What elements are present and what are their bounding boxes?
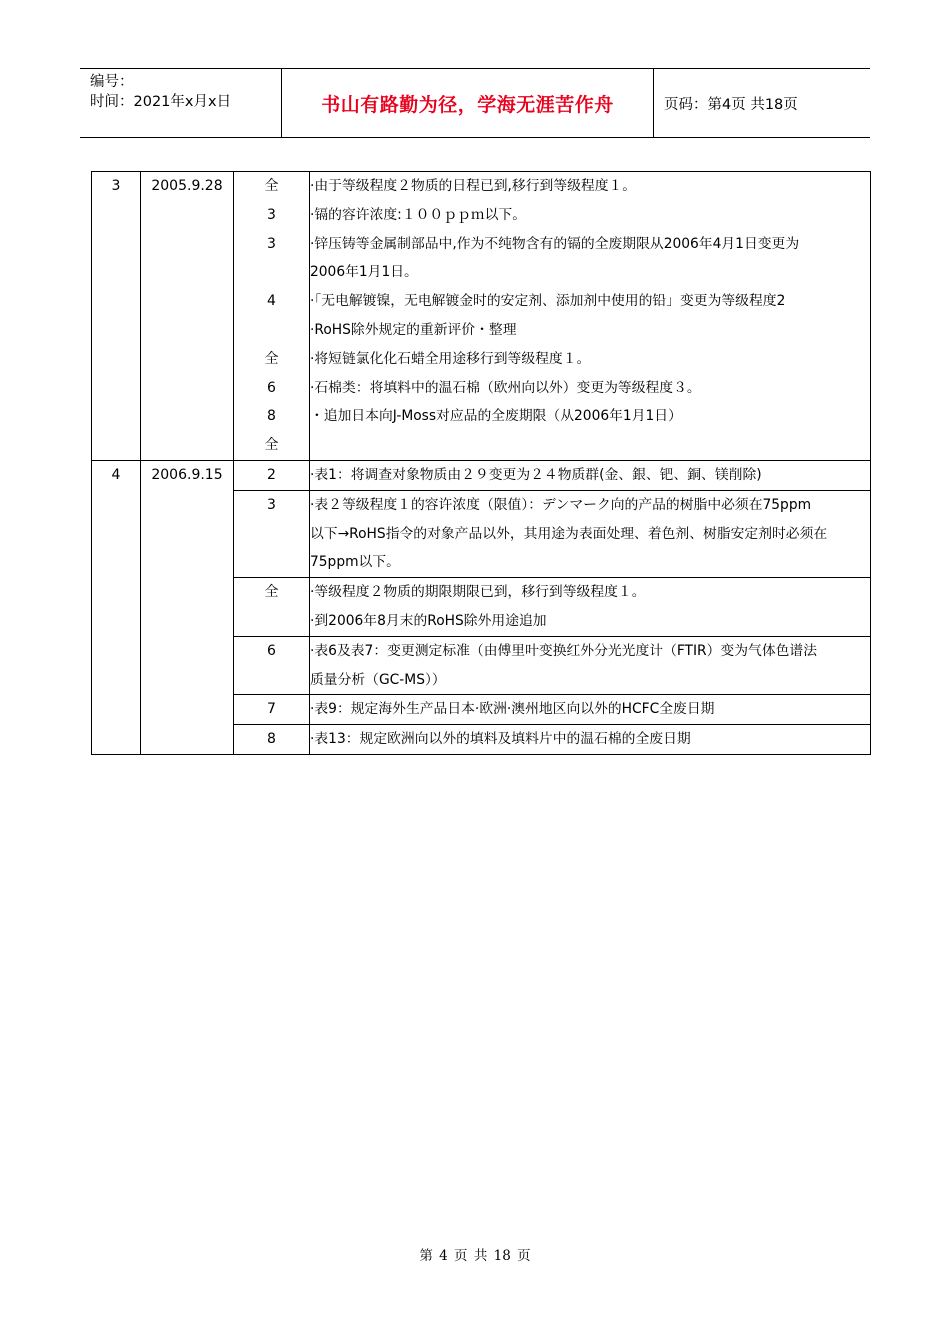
change-line: ·表6及表7：变更测定标准（由傅里叶变换红外分光光度计（FTIR）变为气体色谱法 [310,642,818,659]
revision-table [91,171,871,755]
page-ref: 3 [267,206,276,223]
page-ref-cell [234,490,310,577]
page-ref: 全 [264,584,279,601]
change-line: ·石棉类：将填料中的温石棉（欧州向以外）变更为等级程度３。 [310,379,701,396]
revision-date: 2006.9.15 [151,466,223,483]
change-content-cell [310,636,871,695]
change-content-cell [310,578,871,637]
page-ref: 全 [264,350,279,367]
page-ref-cell [234,636,310,695]
change-content-cell [310,490,871,577]
change-line: ·到2006年8月末的RoHS除外用途追加 [310,612,547,629]
change-line: ·表1：将调查对象物质由２９变更为２４物质群(金、銀、钯、銅、镁削除) [310,466,762,483]
page-ref [234,316,309,345]
page-ref: 全 [264,437,279,454]
page-ref-cell [234,695,310,725]
change-line [310,431,870,460]
page-ref: 8 [267,731,276,748]
change-line: ·由于等级程度２物质的日程已到,移行到等级程度１。 [310,178,637,194]
change-line: 以下→RoHS指令的对象产品以外，其用途为表面处理、着色剂、树脂安定剂时必须在 [310,525,828,542]
change-line: ·RoHS除外规定的重新评价・整理 [310,321,517,338]
change-content-cell [310,460,871,490]
page-ref: 6 [267,642,276,659]
change-line: ·锌压铸等金属制部品中,作为不纯物含有的镉的全废期限从2006年4月1日变更为 [310,235,800,252]
header-meta [80,69,282,137]
page-ref: 2 [267,466,276,483]
page-ref-cell [234,460,310,490]
change-content-cell [310,695,871,725]
table-row [92,172,871,461]
change-content-cell [310,172,871,461]
change-content-cell [310,725,871,755]
change-line: ·表13：规定欧洲向以外的填料及填料片中的温石棉的全废日期 [310,731,691,748]
page-ref-cell [234,578,310,637]
change-line: 质量分析（GC-MS）） [310,671,446,688]
page-ref-cell [234,725,310,755]
page-footer: 第 4 页 共 18 页 [419,1248,531,1264]
revision-date: 2005.9.28 [151,178,223,194]
revision-number: 3 [111,178,121,194]
page-ref: 6 [267,379,276,396]
revision-number: 4 [111,466,121,483]
page-ref: 3 [267,496,276,513]
change-line: ·将短链氯化化石蜡全用途移行到等级程度１。 [310,350,591,367]
revision-number-cell [92,460,141,754]
change-line: ·「无电解镀镍，无电解镀金时的安定剂、添加剂中使用的铅」变更为等级程度2 [310,293,786,310]
change-line: 75ppm以下。 [310,554,400,571]
page-ref: 4 [267,293,276,310]
page-ref-cell [234,172,310,461]
page-ref: 8 [267,408,276,425]
change-line: ·等级程度２物质的期限期限已到，移行到等级程度１。 [310,584,646,601]
page-ref: 3 [267,235,276,252]
change-line: ·表9：规定海外生产品日本·欧洲·澳州地区向以外的HCFC全废日期 [310,701,715,718]
revision-date-cell [141,172,234,461]
revision-date-cell [141,460,234,754]
page-header [80,68,870,138]
document-time-label: 时间：2021年x月x日 [90,94,232,110]
document-number-label: 编号： [90,74,134,90]
table-row [92,460,871,490]
header-motto: 书山有路勤为径，学海无涯苦作舟 [282,69,654,137]
change-line: ・追加日本向J-Moss对应品的全废期限（从2006年1月1日） [310,408,682,425]
change-line: ·表２等级程度１的容许浓度（限值）：デンマーク向的产品的树脂中必须在75ppm [310,496,812,513]
page-ref [234,258,309,287]
page-ref: 7 [267,701,276,718]
revision-number-cell [92,172,141,461]
change-line: ·镉的容许浓度:１００ｐｐｍ以下。 [310,206,526,223]
page-ref: 全 [264,178,279,194]
change-line: 2006年1月1日。 [310,264,418,281]
header-page-info: 页码：第4页 共18页 [664,96,798,113]
